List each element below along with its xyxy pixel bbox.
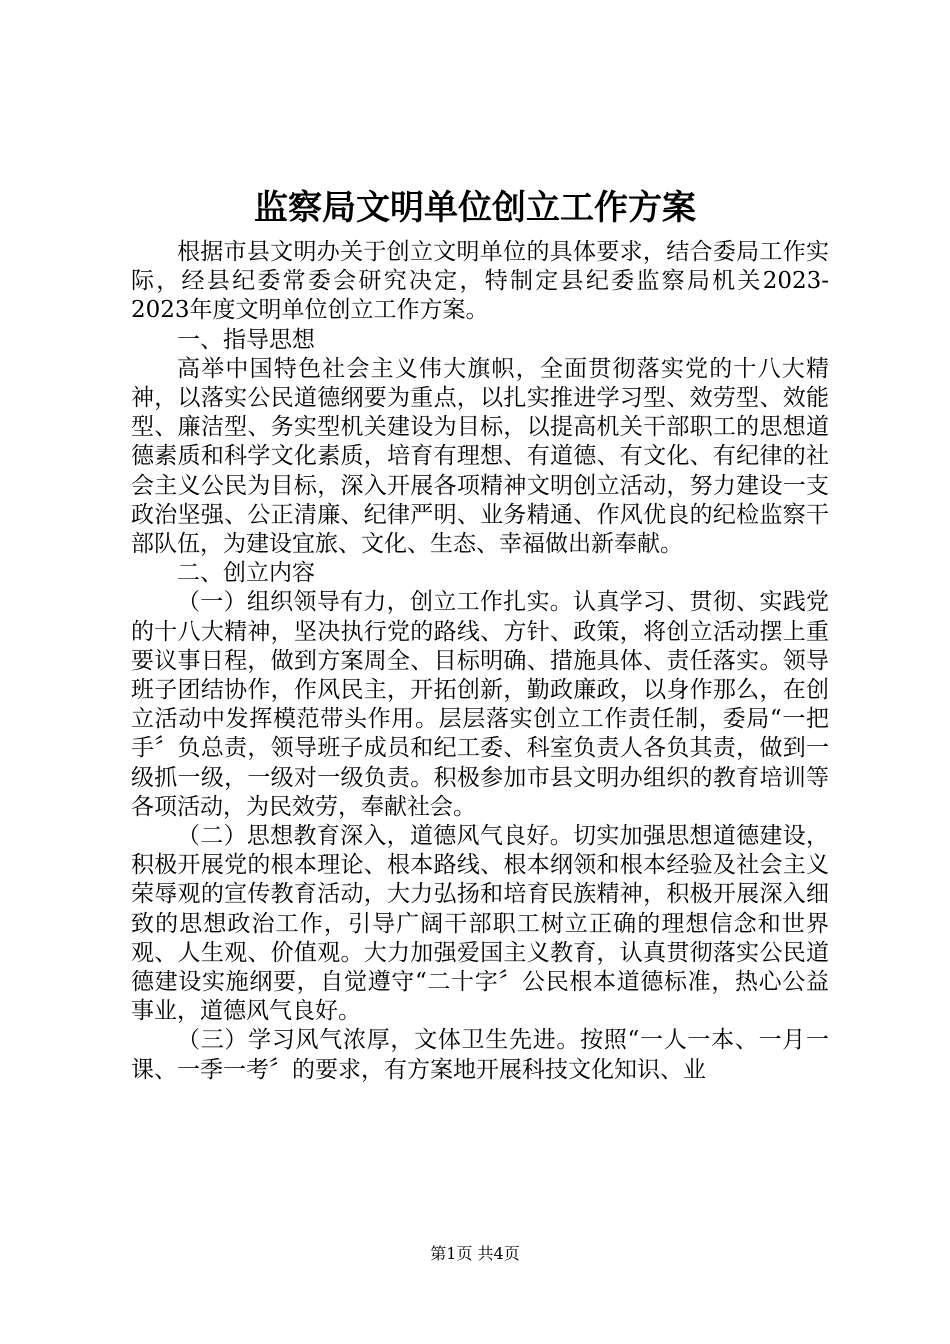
paragraph-item-2: （二）思想教育深入，道德风气良好。切实加强思想道德建设，积极开展党的根本理论、根本路线、根本纲领和根本经验及社会主义荣辱观的宣传教育活动，大力弘扬和培育民族精神，积极开展深入细致的思想政治工作，引导广阔干部职工树立正确的理想信念和世界观、人生观、价值观。大力加强爱国主义教育，认真贯彻落实公民道德建设实施纲要，自觉遵守“二十字〞公民根本道德标准，热心公益事业，道德风气良好。 (131, 823, 829, 1025)
paragraph-item-1: （一）组织领导有力，创立工作扎实。认真学习、贯彻、实践党的十八大精神，坚决执行党的路线、方针、政策，将创立活动摆上重要议事日程，做到方案周全、目标明确、措施具体、责任落实。领导班子团结协作，作风民主，开拓创新，勤政廉政，以身作那么，在创立活动中发挥模范带头作用。层层落实创立工作责任制，委局“一把手〞负总责，领导班子成员和纪工委、科室负责人各负其责，做到一级抓一级，一级对一级负责。积极参加市县文明办组织的教育培训等各项活动，为民效劳，奉献社会。 (131, 589, 829, 820)
paragraph-guiding-ideology: 高举中国特色社会主义伟大旗帜，全面贯彻落实党的十八大精神，以落实公民道德纲要为重点，以扎实推进学习型、效劳型、效能型、廉洁型、务实型机关建设为目标，以提高机关干部职工的思想道德素质和科学文化素质，培育有理想、有道德、有文化、有纪律的社会主义公民为目标，深入开展各项精神文明创立活动，努力建设一支政治坚强、公正清廉、纪律严明、业务精通、作风优良的纪检监察干部队伍，为建设宜旅、文化、生态、幸福做出新奉献。 (131, 355, 829, 558)
page-footer: 第1页 共4页 (430, 1244, 520, 1263)
paragraph-intro: 根据市县文明办关于创立文明单位的具体要求，结合委局工作实际，经县纪委常委会研究决定，特制定县纪委监察局机关2023-2023年度文明单位创立工作方案。 (131, 239, 829, 324)
section-heading-guiding-ideology: 一、指导思想 (177, 326, 315, 353)
document-title: 监察局文明单位创立工作方案 (254, 188, 696, 228)
document-body (131, 238, 829, 1085)
paragraph-item-3: （三）学习风气浓厚，文体卫生先进。按照“一人一本、一月一课、一季一考〞的要求，有方案地开展科技文化知识、业 (131, 1027, 829, 1083)
section-heading-content: 二、创立内容 (177, 560, 315, 587)
